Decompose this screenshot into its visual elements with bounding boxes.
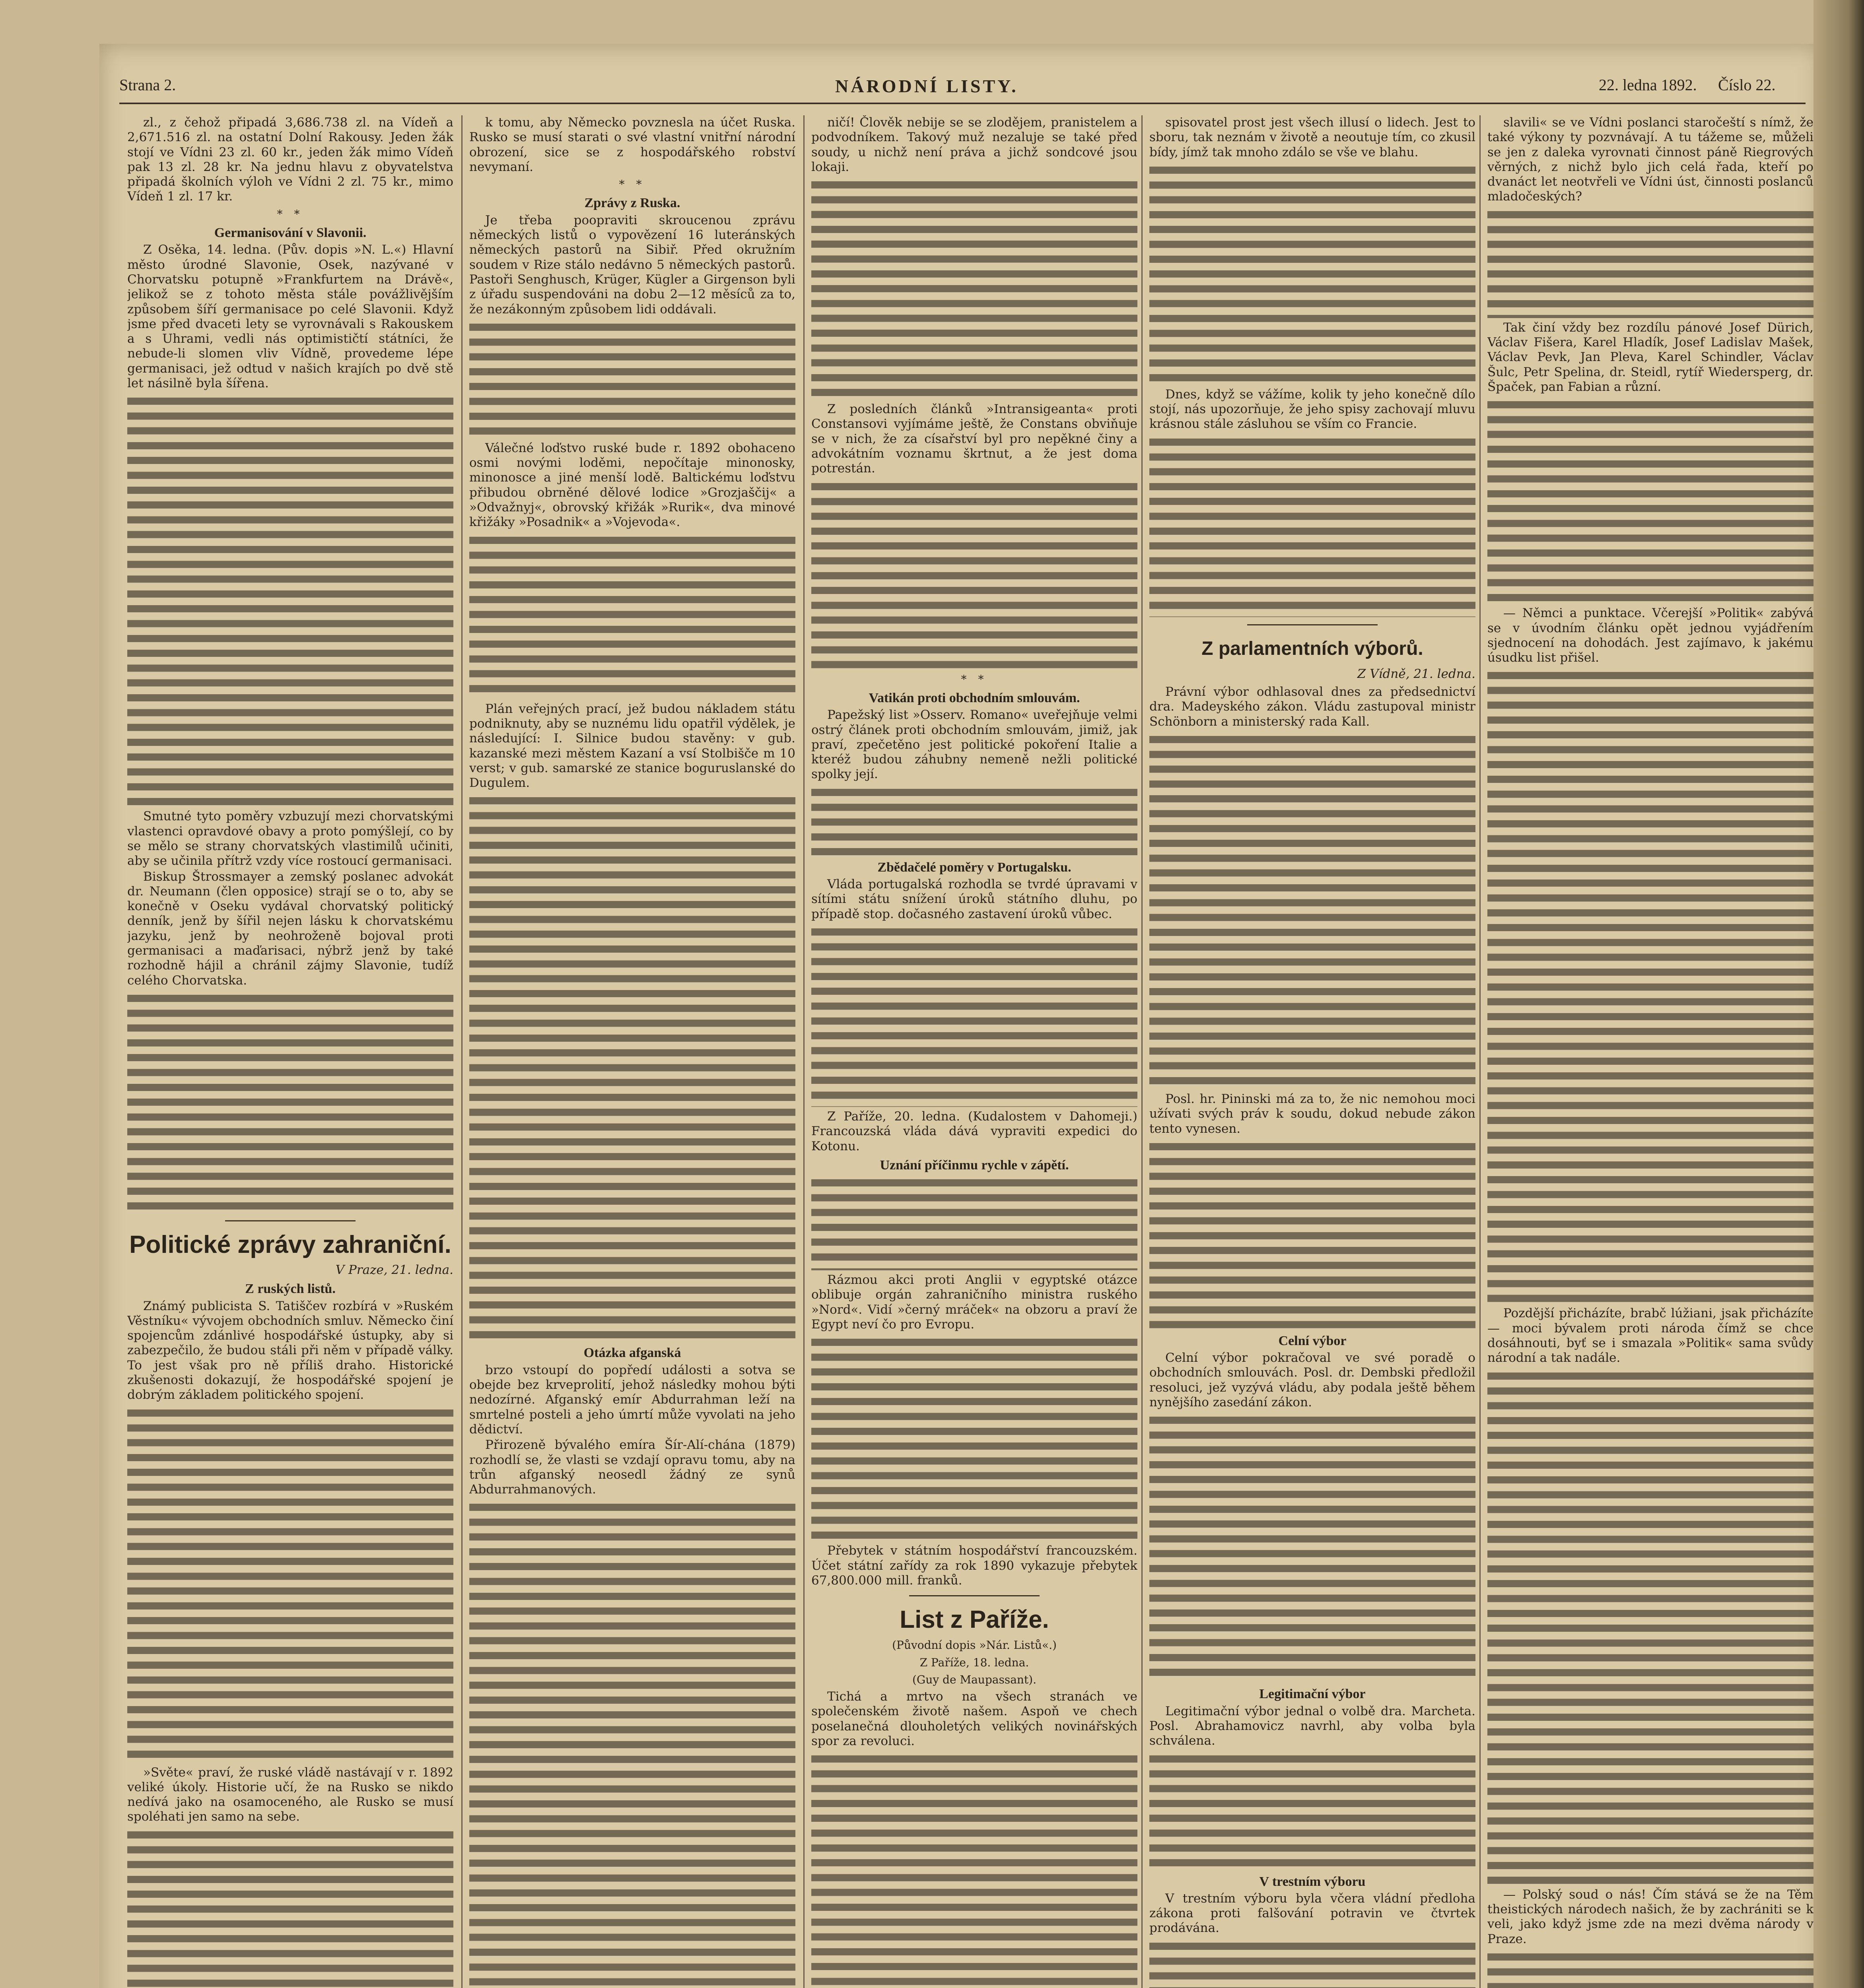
paragraph: ničí! Člověk nebije se se zlodějem, pranistelem a podvodníkem. Takový muž nezaluje se také před soudy, u nichž není práva a jichž sondcové jsou lokaji.: [811, 115, 1137, 174]
article-heading: Zprávy z Ruska.: [584, 196, 680, 211]
paragraph: Posl. hr. Pininski má za to, že nic nemohou moci užívati svých práv k soudu, dokud nebude zákon tento vynesen.: [1149, 1091, 1475, 1136]
text-body: [811, 784, 1137, 856]
text-body: [811, 479, 1137, 670]
paragraph: Vláda portugalská rozhodla se tvrdé úpravami v sítími státu snížení úroků státního dluhu, po případě stop. dočasného zastavení úroků vůbec.: [811, 877, 1137, 921]
article-heading: Germanisování v Slavonii.: [214, 225, 367, 241]
text-body: [469, 1499, 795, 1988]
paragraph: Tichá a mrtvo na všech stranách ve společenském životě našem. Aspoň ve chech poselanečná dlouholetých velikých novinářských spor za revoluci.: [811, 1689, 1137, 1748]
text-body: [1149, 1139, 1475, 1330]
text-body: [469, 532, 795, 699]
paragraph: — Polský soud o nás! Čím stává se že na Těm theistických národech našich, že by zachrániti se k veli, jako když jsme zde na mezi dvěma národy v Praze.: [1487, 1887, 1813, 1946]
paragraph: Přebytek v státním hospodářství francouzském. Účet státní zařídy za rok 1890 vykazuje přebytek 67,800.000 mill. franků.: [811, 1543, 1137, 1588]
paragraph: — Němci a punktace. Včerejší »Politik« zabývá se v úvodním článku opět jednou vyjádřením sjednocení na dohodách. Jest zajímavo, k jakému úsudku list přišel.: [1487, 606, 1813, 665]
text-body: [1149, 732, 1475, 1089]
text-body: [127, 393, 453, 807]
masthead-rule: [119, 103, 1806, 104]
article-heading: Celní výbor: [1278, 1333, 1347, 1348]
paragraph: Válečné loďstvo ruské bude r. 1892 obohaceno osmi novými loděmi, nepočítaje minonosky, minonosce a jiné menší lodě. Baltickému loďstvu přibudou obrněné dělové lodice »Grozjaščij« a »Odvažnyj«, obrovský křižák »Rurik«, dva minové křižáky »Posadnik« a »Vojevoda«.: [469, 441, 795, 530]
paragraph: Z Paříže, 20. ledna. (Kudalostem v Dahomeji.) Francouzská vláda dává vypraviti expedici do Kotonu.: [811, 1109, 1137, 1153]
text-body: [811, 1175, 1137, 1270]
paragraph: brzo vstoupí do popředí události a sotva se obejde bez krveprolití, jehož následky mohou býti nedozírné. Afganský emír Abdurrahman leží na smrtelné posteli a jeho úmrtí může vyvolati na jeho dědictví.: [469, 1363, 795, 1437]
paragraph: V trestním výboru byla včera vládní předloha zákona proti falšování potravin ve čtvrtek prodávána.: [1149, 1891, 1475, 1936]
paragraph: Známý publicista S. Tatiščev rozbírá v »Ruském Věstníku« vývojem obchodních smluv. Německo činí spojencům zdánlivé hospodářské ústupky, aby si zabezpečilo, že budou stáli při něm v případě války. To jest však pro ně příliš draho. Historické zkušenosti dokazují, že hospodářské spojení je dobrým základem politického spojení.: [127, 1299, 453, 1402]
text-body: [1487, 1368, 1813, 1885]
masthead: [119, 68, 1806, 99]
divider: [909, 1595, 1040, 1596]
section-heading: List z Paříže.: [900, 1606, 1049, 1634]
column-divider: [803, 115, 805, 1988]
text-body: [1149, 1938, 1475, 1988]
paragraph: Z Osěka, 14. ledna. (Pův. dopis »N. L.«) Hlavní město úrodné Slavonie, Osek, nazývané v Chorvatsku potupně »Frankfurtem na Drávě«, jelikož se z tohoto města stále povážlivějším způsobem šíří germanisace po celé Slavonii. Když jsme před dvaceti lety se vyrovnávali s Rakouskem a s Uhrami, vedli nás optimističtí státníci, že nebude-li slomen vliv Vídně, provedeme lépe germanisaci, jež odtud v našich krajích po dvě stě let násilně byla šířena.: [127, 243, 453, 391]
paragraph: zl., z čehož připadá 3,686.738 zl. na Vídeň a 2,671.516 zl. na ostatní Dolní Rakousy. Jeden žák stojí ve Vídni 23 zl. 60 kr., jeden žák mimo Vídeň pak 13 zl. 28 kr. Na jednu hlavu z obyvatelstva připadá školních výloh ve Vídni 2 zl. 75 kr., mimo Vídeň 1 zl. 17 kr.: [127, 115, 453, 204]
issue-number: Číslo 22.: [1718, 76, 1776, 94]
text-body: [1487, 397, 1813, 604]
paragraph: spisovatel prost jest všech illusí o lidech. Jest to sboru, tak neznám v životě a neoutuje tím, co zkusil bídy, jímž tak mnoho zdálo se vše ve blahu.: [1149, 115, 1475, 159]
paragraph: Pozdější přicházíte, brabč lúžiani, jsak přicházíte — moci bývalem proti národa čímž se chce dosáhnouti, byť se i smazala »Politik« sama svůdy národní a tak nadále.: [1487, 1306, 1813, 1365]
column-4: [1149, 115, 1475, 1988]
article-heading: Uznání příčinmu rychle v zápětí.: [880, 1157, 1069, 1173]
paragraph: Přirozeně bývalého emíra Šír-Alí-chána (1879) rozhodlí se, že vlasti se vzdají opravu tomu, aby na trůn afganský neosedl žádný ze synů Abdurrahmanových.: [469, 1438, 795, 1497]
paragraph: Biskup Štrossmayer a zemský poslanec advokát dr. Neumann (člen opposice) strají se o to, aby se konečně v Oseku vydával chorvatský politický denník, jenž by šířil nejen lásku k chorvatskému jazyku, jenž by neohroženě bojoval proti germanisaci a maďarisaci, nýbrž jenž by také rozhodně hájil a chránil zájmy Slavonie, tudíž celého Chorvatska.: [127, 869, 453, 988]
paragraph: Rázmou akci proti Anglii v egyptské otázce oblibuje orgán zahraničního ministra ruského »Nord«. Vidí »černý mráček« na obzoru a praví že Egypt neví čo pro Evropu.: [811, 1273, 1137, 1332]
paragraph: Tak činí vždy bez rozdílu pánové Josef Dürich, Václav Fišera, Karel Hladík, Josef Ladislav Mašek, Václav Pevk, Jan Pleva, Karel Schindler, Václav Šulc, Petr Spelina, dr. Steidl, rytíř Wiedersperg, dr. Špaček, pan Fabian a různí.: [1487, 320, 1813, 394]
issue-date: 22. ledna 1892.: [1599, 76, 1697, 94]
column-3: [811, 115, 1137, 1988]
text-body: [1487, 207, 1813, 318]
text-body: [1487, 668, 1813, 1304]
paragraph: Je třeba poopraviti skroucenou zprávu německých listů o vypovězení 16 luteránských německých pastorů na Sibiř. Před okružním soudem v Rize stálo nedávno 5 německých pastorů. Pastoři Senghusch, Krüger, Kügler a Girgenson byli z úřadu suspendováni na dobu 2—12 měsíců za to, že nezákonným způsobem lidi oddávali.: [469, 213, 795, 316]
paragraph: Celní výbor pokračoval ve své poradě o obchodních smlouvách. Posl. dr. Dembski předložil resoluci, jež vyzývá vládu, aby podala ještě během nynějšího zasedání zákon.: [1149, 1351, 1475, 1410]
paragraph: k tomu, aby Německo povznesla na účet Ruska. Rusko se musí starati o své vlastní vnitřní národní obrození, sice se z hospodářského robství nevymaní.: [469, 115, 795, 174]
section-heading: Z parlamentních výborů.: [1201, 638, 1423, 659]
paragraph: Papežský list »Osserv. Romano« uveřejňuje velmi ostrý článek proti obchodním smlouvám, jimiž, jak praví, zpečetěno jest politické pokoření Italie a kteréž budou záhubny nemeně nežli politické spolky její.: [811, 708, 1137, 782]
newspaper-title: NÁRODNÍ LISTY.: [835, 76, 1018, 96]
text-body: [469, 319, 795, 439]
text-body: [127, 1827, 453, 1988]
article-heading: Z ruských listů.: [245, 1281, 336, 1297]
paragraph: Dnes, když se vážíme, kolik ty jeho konečně dílo stojí, nás upozorňuje, že jeho spisy zachovají mluvu krásnou stále zásluhou se vším co Francie.: [1149, 387, 1475, 431]
article-heading: V trestním výboru: [1259, 1874, 1366, 1889]
paragraph: Legitimační výbor jednal o volbě dra. Marcheta. Posl. Abrahamovicz navrhl, aby volba byla schválena.: [1149, 1704, 1475, 1748]
dateline: V Praze, 21. ledna.: [335, 1262, 453, 1277]
separator: * *: [961, 672, 988, 686]
paragraph: Plán veřejných prací, jež budou nákladem státu podniknuty, aby se nuznému lidu opatřil výdělek, je následující: I. Silnice budou stavěny: v gub. kazanské mezi městem Kazaní a vsí Stolbišče m 10 verst; v gub. samarské ze stanice boguruslanské do Dugulem.: [469, 701, 795, 790]
article-heading: Zbědačelé poměry v Portugalsku.: [877, 860, 1071, 875]
source-note: (Původní dopis »Nár. Listů«.): [892, 1639, 1057, 1652]
paragraph: Z posledních článků »Intransigeanta« proti Constansovi vyjímáme ještě, že Constans obviňuje se v nich, že za císařství byl pro nepěkné činy a advokátním voznamu škrtnut, a že jest doma potrestán.: [811, 402, 1137, 476]
column-divider: [461, 115, 463, 1988]
text-body: [127, 1405, 453, 1763]
column-divider: [1479, 115, 1481, 1988]
text-body: [1149, 1751, 1475, 1870]
divider: [225, 1220, 356, 1221]
byline: (Guy de Maupassant).: [912, 1673, 1036, 1686]
text-body: [811, 924, 1137, 1107]
paragraph: Smutné tyto poměry vzbuzují mezi chorvatskými vlastenci opravdové obavy a proto pomýšlejí, co by se mělo se strany chorvatských vlastimilů učiniti, aby se učinila přítrž vzdy více rostoucí germanisaci.: [127, 809, 453, 868]
text-body: [1149, 434, 1475, 617]
page-number: Strana 2.: [119, 76, 176, 94]
paragraph: slavili« se ve Vídni poslanci staročeští s nímž, že také výkony ty pozvnávají. A tu tážeme se, můželi se jen z daleka vyrovnati činnost páně Riegrových věrných, z nichž bylo jich celá řada, kteří po dvanáct let neotvřeli ve Vídni úst, činnosti poslanců mladočeských?: [1487, 115, 1813, 204]
dateline: Z Paříže, 18. ledna.: [919, 1656, 1029, 1669]
text-body: [811, 1751, 1137, 1988]
column-5: [1487, 115, 1813, 1988]
text-body: [1149, 1412, 1475, 1683]
column-divider: [1141, 115, 1143, 1988]
section-heading: Politické zprávy zahraniční.: [129, 1231, 451, 1258]
paragraph: »Světe« praví, že ruské vládě nastávají v r. 1892 veliké úkoly. Historie učí, že na Rusko se nikdo nedívá jako na osamoceného, ale Rusko se musí spoléhati jen samo na sebe.: [127, 1765, 453, 1824]
text-body: [127, 990, 453, 1213]
separator: * *: [619, 178, 646, 191]
paragraph: Právní výbor odhlasoval dnes za předsednictví dra. Madeyského zákon. Vládu zastupoval ministr Schönborn a ministerský rada Kall.: [1149, 685, 1475, 729]
text-body: [811, 1334, 1137, 1541]
dateline: Z Vídně, 21. ledna.: [1357, 666, 1475, 681]
scan-edge: [1813, 0, 1864, 1988]
article-heading: Legitimační výbor: [1259, 1687, 1366, 1702]
column-2: [469, 115, 795, 1988]
text-body: [1487, 1949, 1813, 1988]
text-body: [811, 177, 1137, 400]
text-body: [469, 793, 795, 1342]
text-body: [1149, 162, 1475, 385]
column-1: [127, 115, 453, 1988]
article-heading: Vatikán proti obchodním smlouvám.: [869, 690, 1080, 705]
separator: * *: [277, 207, 304, 221]
divider: [1247, 624, 1378, 625]
article-heading: Otázka afganská: [583, 1345, 681, 1361]
